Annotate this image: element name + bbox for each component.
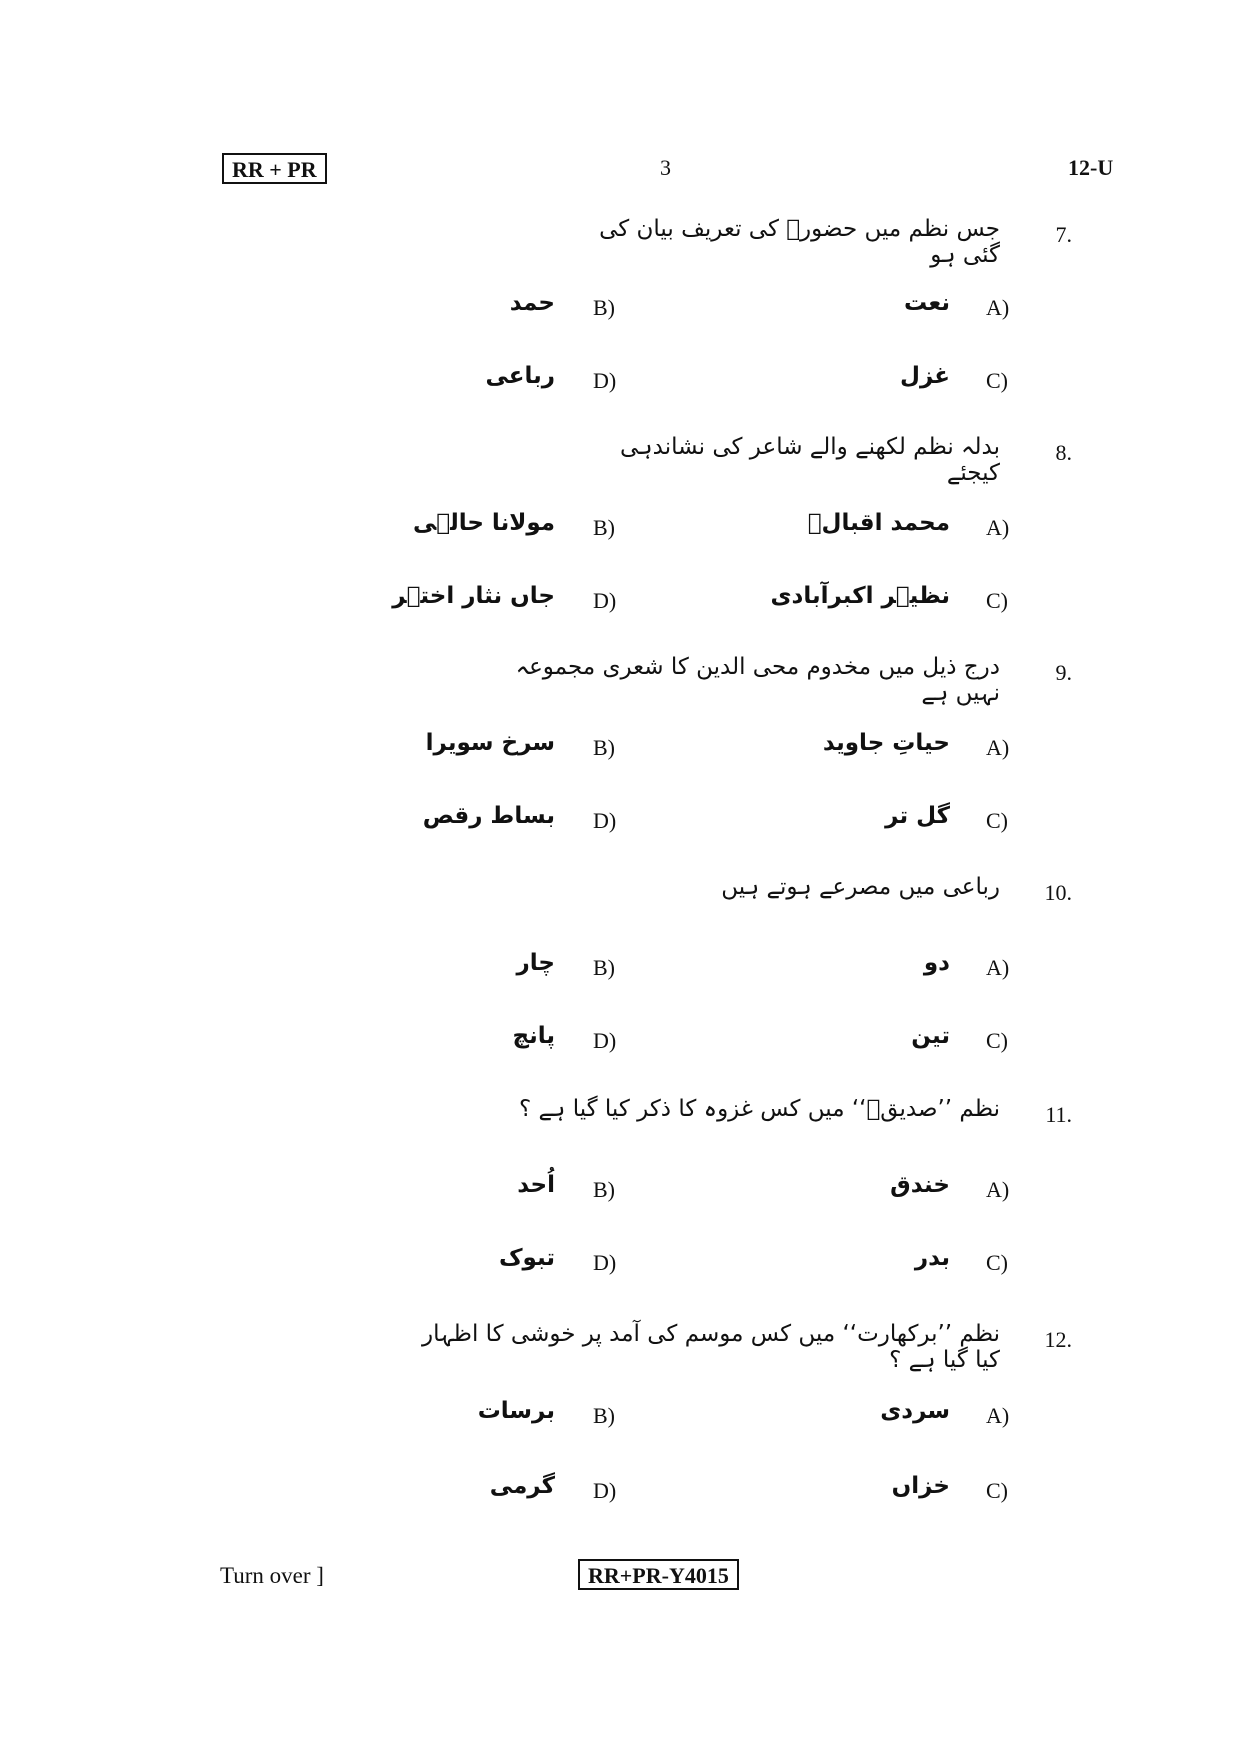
option-d-label: D) (593, 588, 617, 613)
option-c-text: تین (911, 1023, 950, 1049)
turn-over-text: Turn over ] (220, 1563, 324, 1588)
option-a-label: A) (986, 295, 1010, 320)
option-b-label: B) (593, 735, 615, 760)
option-a-label: A) (986, 515, 1010, 540)
option-c-label: C) (986, 1478, 1008, 1503)
option-c-label: C) (986, 1250, 1008, 1275)
option-a-text: دو (923, 950, 950, 976)
option-d-text: رباعی (485, 363, 555, 389)
option-a-text: سردی (880, 1398, 950, 1424)
footer-code-box: RR+PR-Y4015 (578, 1559, 739, 1590)
option-d-text: بساط رقص (422, 803, 555, 829)
option-a-label: A) (986, 1403, 1010, 1428)
option-b-label: B) (593, 955, 615, 980)
question-number: 11. (1045, 1102, 1072, 1127)
question-number: 7. (1055, 222, 1072, 247)
option-d-label: D) (593, 368, 617, 393)
option-c-text: غزل (900, 363, 950, 389)
option-d-text: گرمی (489, 1473, 555, 1499)
option-b-text: اُحد (517, 1172, 555, 1198)
question-number: 12. (1044, 1327, 1072, 1352)
question-text: جس نظم میں حضورؐ کی تعریف بیان کی گئی ہو (599, 216, 1000, 268)
option-c-text: نظیؔر اکبرآبادی (770, 583, 950, 609)
option-d-label: D) (593, 1478, 617, 1503)
option-c-label: C) (986, 368, 1008, 393)
option-c-label: C) (986, 1028, 1008, 1053)
option-b-text: سرخ سویرا (425, 730, 555, 756)
page-number: 3 (660, 155, 671, 180)
question-text: درج ذیل میں مخدوم محی الدین کا شعری مجموعہ نہیں ہے (515, 654, 1000, 706)
option-c-text: گل تر (885, 803, 950, 829)
option-d-label: D) (593, 1028, 617, 1053)
question-text: رباعی میں مصرعے ہوتے ہیں (721, 874, 1000, 900)
option-c-label: C) (986, 588, 1008, 613)
question-text: بدلہ نظم لکھنے والے شاعر کی نشاندہی کیجئے (620, 434, 1000, 486)
option-c-text: بدر (914, 1245, 950, 1271)
option-b-text: مولانا حالؔی (413, 510, 555, 536)
header-code-box: RR + PR (222, 153, 327, 184)
option-d-text: جاں نثار اختؔر (392, 583, 555, 609)
option-a-label: A) (986, 735, 1010, 760)
option-c-text: خزاں (891, 1473, 950, 1499)
option-a-text: حیاتِ جاوید (822, 730, 950, 756)
option-a-text: خندق (890, 1172, 950, 1198)
option-a-text: نعت (904, 290, 950, 316)
question-text: نظم ’’صدیقؓ‘‘ میں کس غزوہ کا ذکر کیا گیا ہے ؟ (518, 1096, 1000, 1122)
option-d-text: پانچ (512, 1023, 555, 1049)
option-a-label: A) (986, 1177, 1010, 1202)
option-a-text: محمد اقبالؔ (807, 510, 950, 536)
option-d-label: D) (593, 1250, 617, 1275)
option-b-text: چار (516, 950, 555, 976)
option-d-text: تبوک (499, 1245, 555, 1271)
option-d-label: D) (593, 808, 617, 833)
option-b-label: B) (593, 295, 615, 320)
option-c-label: C) (986, 808, 1008, 833)
paper-code: 12-U (1068, 155, 1114, 180)
option-b-text: حمد (509, 290, 555, 316)
question-number: 8. (1055, 440, 1072, 465)
option-b-label: B) (593, 1403, 615, 1428)
option-b-label: B) (593, 1177, 615, 1202)
option-b-text: برسات (477, 1398, 555, 1424)
question-text: نظم ’’برکھارت‘‘ میں کس موسم کی آمد پر خوشی کا اظہار کیا گیا ہے ؟ (422, 1321, 1000, 1373)
option-b-label: B) (593, 515, 615, 540)
option-a-label: A) (986, 955, 1010, 980)
question-number: 9. (1055, 660, 1072, 685)
question-number: 10. (1044, 880, 1072, 905)
